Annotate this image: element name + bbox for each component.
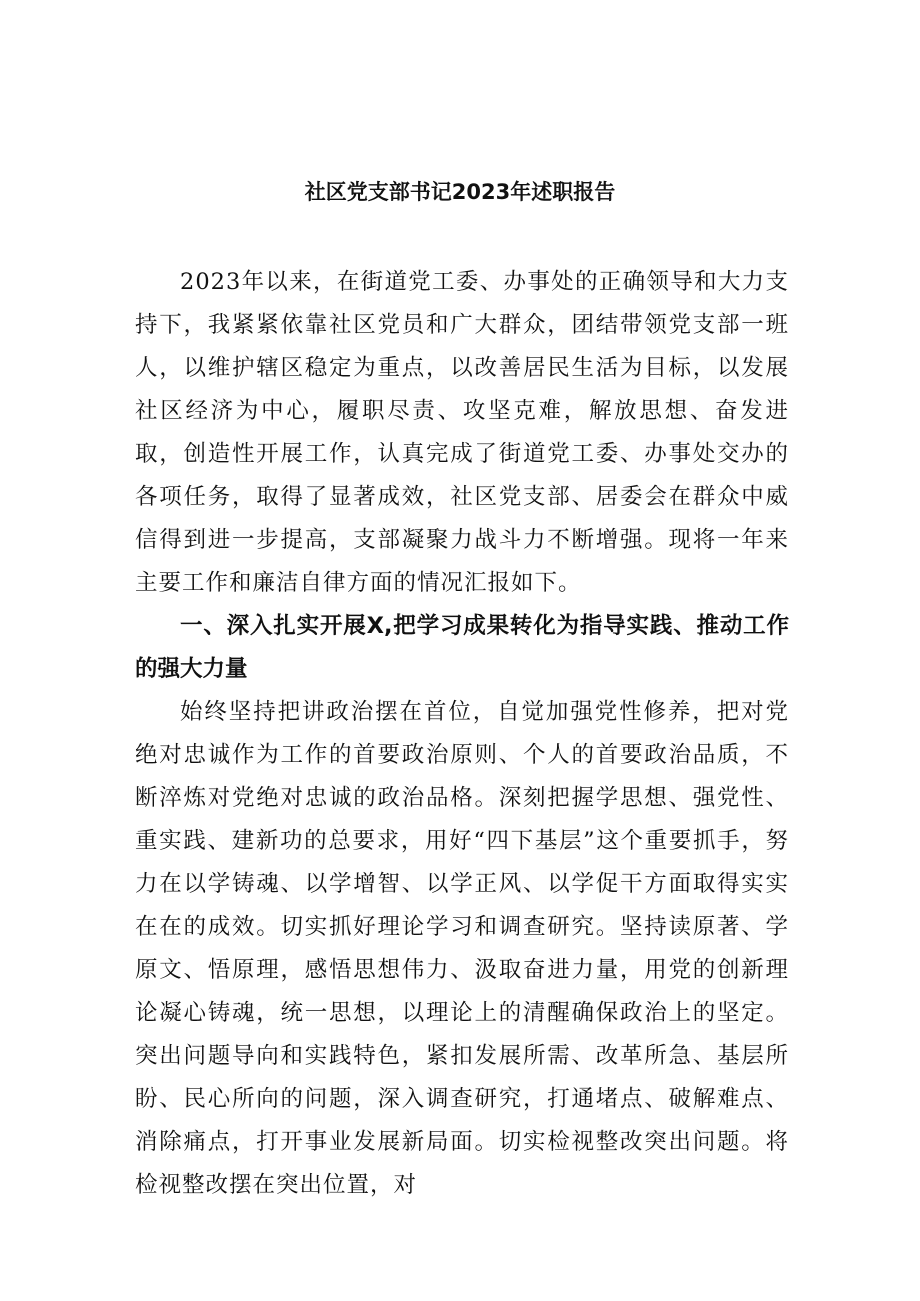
section-heading-1: 一、深入扎实开展X,把学习成果转化为指导实践、推动工作的强大力量 (135, 613, 789, 682)
document-title: 社区党支部书记2023年述职报告 (304, 180, 616, 204)
section-1-paragraph: 始终坚持把讲政治摆在首位，自觉加强党性修养，把对党绝对忠诚作为工作的首要政治原则、个人的首要政治品质，不断淬炼对党绝对忠诚的政治品格。深刻把握学思想、强党性、重实践、建新功的总要求，用好“四下基层”这个重要抓手，努力在以学铸魂、以学增智、以学正风、以学促干方面取得实实在在的成效。切实抓好理论学习和调查研究。坚持读原著、学原文、悟原理，感悟思想伟力、汲取奋进力量，用党的创新理论凝心铸魂，统一思想，以理论上的清醒确保政治上的坚定。突出问题导向和实践特色，紧扣发展所需、改革所急、基层所盼、民心所向的问题，深入调查研究，打通堵点、破解难点、消除痛点，打开事业发展新局面。切实检视整改突出问题。将检视整改摆在突出位置，对 (135, 699, 789, 1198)
intro-paragraph: 2023年以来，在街道党工委、办事处的正确领导和大力支持下，我紧紧依靠社区党员和广大群众，团结带领党支部一班人，以维护辖区稳定为重点，以改善居民生活为目标，以发展社区经济为中心，履职尽责、攻坚克难，解放思想、奋发进取，创造性开展工作，认真完成了街道党工委、办事处交办的各项任务，取得了显著成效，社区党支部、居委会在群众中威信得到进一步提高，支部凝聚力战斗力不断增强。现将一年来主要工作和廉洁自律方面的情况汇报如下。 (135, 269, 789, 596)
document-body (135, 261, 789, 1207)
